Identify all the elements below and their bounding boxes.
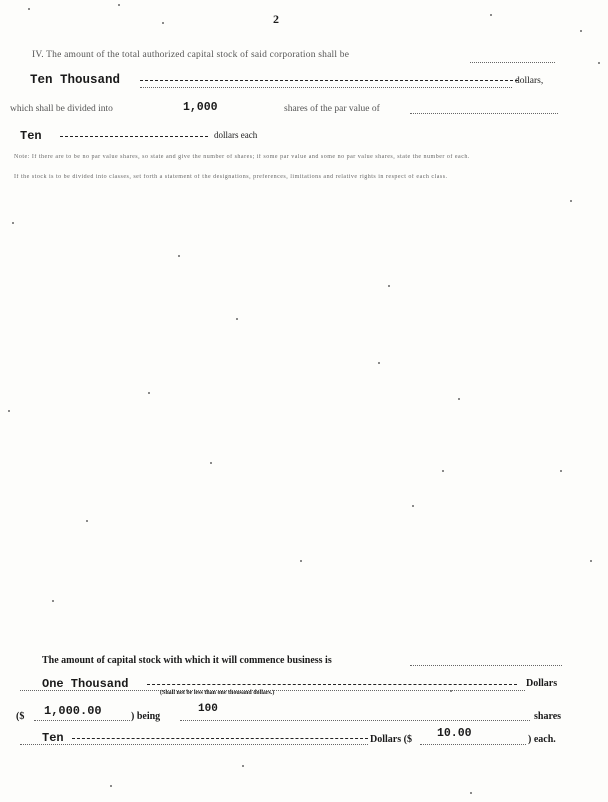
being-label: ) being [131,711,161,722]
dotted-line [420,744,526,745]
commence-par-figures-field: 10.00 [437,727,472,740]
each-label: ) each. [528,734,556,745]
note-line-2: If the stock is to be divided into classes, set forth a statement of the designations, preferences, limitations and relative rights in respect of each class. [14,174,448,180]
authorized-amount-field: Ten Thousand [30,73,121,87]
divided-into-text: which shall be divided into [10,104,113,114]
dotted-line [410,665,562,666]
note-line-1: Note: If there are to be no par value shares, so state and give the number of shares; if some par value and some no par value shares, state the number of each. [14,154,470,160]
commence-dollars-label: Dollars [526,678,558,689]
commence-intro-text: The amount of capital stock with which it will commence business is [42,655,332,666]
fill-dashes [147,684,517,685]
par-value-field: Ten [20,129,42,143]
par-value-text: shares of the par value of [284,104,380,114]
dotted-line [470,62,555,63]
dotted-line [34,720,130,721]
dotted-line [410,113,558,114]
fill-dashes [140,80,518,81]
shares-count-field: 1,000 [183,101,218,114]
shares-label: shares [534,711,562,722]
commence-shares-field: 100 [198,703,218,715]
minimum-note: (Shall not be less than one thousand dollars.) [160,690,275,696]
page-number: 2 [273,12,279,26]
commence-par-words-field: Ten [42,731,64,745]
dollars-label: dollars, [515,76,544,86]
fill-dashes [60,136,208,137]
dotted-line [180,720,530,721]
section-iv-line1: IV. The amount of the total authorized capital stock of said corporation shall be [32,50,350,60]
dotted-line [20,744,368,745]
dollars-each-label: dollars each [214,130,258,140]
dotted-line [140,87,512,88]
par-dollars-label: Dollars ($ [370,734,412,745]
commence-amount-figures-field: 1,000.00 [44,704,102,718]
amount-prefix: ($ [16,711,25,722]
commence-amount-words-field: One Thousand [42,677,129,691]
fill-dashes [72,738,368,739]
